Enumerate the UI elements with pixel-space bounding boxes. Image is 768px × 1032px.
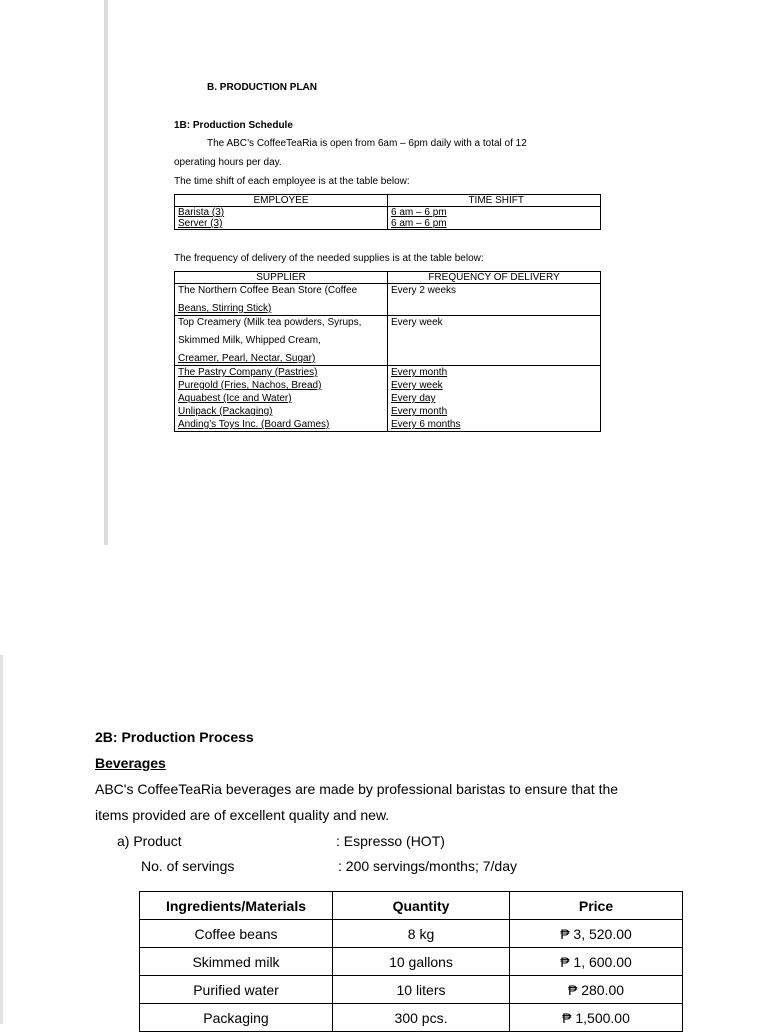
table-cell: 300 pcs. bbox=[333, 1004, 510, 1032]
table-cell-frequency: Every 2 weeks bbox=[388, 284, 601, 316]
table-cell: 8 kg bbox=[333, 920, 510, 948]
table-row bbox=[140, 976, 683, 1004]
table-cell-supplier bbox=[175, 284, 388, 316]
table-cell: Purified water bbox=[140, 976, 333, 1004]
table-cell-frequency: Every 6 months bbox=[388, 418, 601, 432]
page-margin-line bbox=[104, 0, 108, 545]
cell-line: The Northern Coffee Bean Store (Coffee bbox=[178, 285, 358, 296]
table-row bbox=[140, 920, 683, 948]
subheading-production-schedule: 1B: Production Schedule bbox=[174, 120, 293, 131]
table-cell-frequency: Every month bbox=[388, 405, 601, 418]
cell-line: Creamer, Pearl, Nectar, Sugar) bbox=[178, 353, 316, 364]
table-cell: 6 am – 6 pm bbox=[388, 218, 601, 230]
table-cell: Skimmed milk bbox=[140, 948, 333, 976]
table-cell-supplier: The Pastry Company (Pastries) bbox=[175, 366, 388, 380]
beverages-subheading: Beverages bbox=[95, 755, 166, 771]
cell-line: Skimmed Milk, Whipped Cream, bbox=[178, 335, 321, 346]
table-header: EMPLOYEE bbox=[175, 195, 388, 207]
table-header: SUPPLIER bbox=[175, 272, 388, 284]
table-cell: Coffee beans bbox=[140, 920, 333, 948]
delivery-table bbox=[174, 271, 601, 432]
table-cell-frequency: Every week bbox=[388, 379, 601, 392]
table-cell-frequency: Every day bbox=[388, 392, 601, 405]
shift-intro-text: The time shift of each employee is at the table below: bbox=[174, 176, 410, 187]
servings-value: : 200 servings/months; 7/day bbox=[338, 858, 517, 874]
table-cell: Packaging bbox=[140, 1004, 333, 1032]
table-row bbox=[175, 207, 601, 219]
table-header: Ingredients/Materials bbox=[140, 892, 333, 920]
shift-table bbox=[174, 194, 601, 230]
table-cell: 6 am – 6 pm bbox=[388, 207, 601, 219]
table-header: FREQUENCY OF DELIVERY bbox=[388, 272, 601, 284]
table-cell-supplier: Anding’s Toys Inc. (Board Games) bbox=[175, 418, 388, 432]
table-cell: ₱ 1, 600.00 bbox=[510, 948, 683, 976]
table-row bbox=[175, 405, 601, 418]
table-row bbox=[140, 948, 683, 976]
table-cell-supplier: Unlipack (Packaging) bbox=[175, 405, 388, 418]
paragraph-line-1: ABC's CoffeeTeaRia beverages are made by professional baristas to ensure that the bbox=[95, 781, 619, 797]
ingredients-table bbox=[139, 891, 683, 1032]
cell-line: Top Creamery (Milk tea powders, Syrups, bbox=[178, 317, 362, 328]
table-row bbox=[175, 379, 601, 392]
intro-text-line-1: The ABC’s CoffeeTeaRia is open from 6am – 6pm daily with a total of 12 bbox=[207, 138, 527, 149]
table-cell-frequency: Every week bbox=[388, 316, 601, 366]
table-cell-supplier bbox=[175, 316, 388, 366]
page-gap bbox=[0, 545, 768, 655]
table-cell: 10 gallons bbox=[333, 948, 510, 976]
intro-text-line-2: operating hours per day. bbox=[174, 157, 282, 168]
section-title: B. PRODUCTION PLAN bbox=[207, 82, 317, 93]
table-row bbox=[175, 284, 601, 316]
table-row bbox=[140, 1004, 683, 1032]
product-value: : Espresso (HOT) bbox=[336, 833, 445, 849]
table-row bbox=[175, 218, 601, 230]
table-row bbox=[175, 418, 601, 432]
table-header: TIME SHIFT bbox=[388, 195, 601, 207]
table-row bbox=[175, 392, 601, 405]
page-margin-line bbox=[0, 655, 3, 1024]
table-header: Price bbox=[510, 892, 683, 920]
table-cell-supplier: Puregold (Fries, Nachos, Bread) bbox=[175, 379, 388, 392]
servings-label: No. of servings bbox=[141, 858, 235, 874]
table-cell-supplier: Aquabest (Ice and Water) bbox=[175, 392, 388, 405]
table-cell: ₱ 1,500.00 bbox=[510, 1004, 683, 1032]
product-label: a) Product bbox=[117, 833, 182, 849]
table-cell: Barista (3) bbox=[175, 207, 388, 219]
table-cell: Server (3) bbox=[175, 218, 388, 230]
paragraph-line-2: items provided are of excellent quality and new. bbox=[95, 807, 390, 823]
table-header: Quantity bbox=[333, 892, 510, 920]
table-cell: 10 liters bbox=[333, 976, 510, 1004]
table-row bbox=[175, 366, 601, 380]
table-cell-frequency: Every month bbox=[388, 366, 601, 380]
table-cell: ₱ 3, 520.00 bbox=[510, 920, 683, 948]
table-cell: ₱ 280.00 bbox=[510, 976, 683, 1004]
cell-line: Beans, Stirring Stick) bbox=[178, 303, 272, 314]
production-process-heading: 2B: Production Process bbox=[95, 729, 254, 745]
delivery-intro-text: The frequency of delivery of the needed supplies is at the table below: bbox=[174, 253, 484, 264]
table-row bbox=[175, 316, 601, 366]
